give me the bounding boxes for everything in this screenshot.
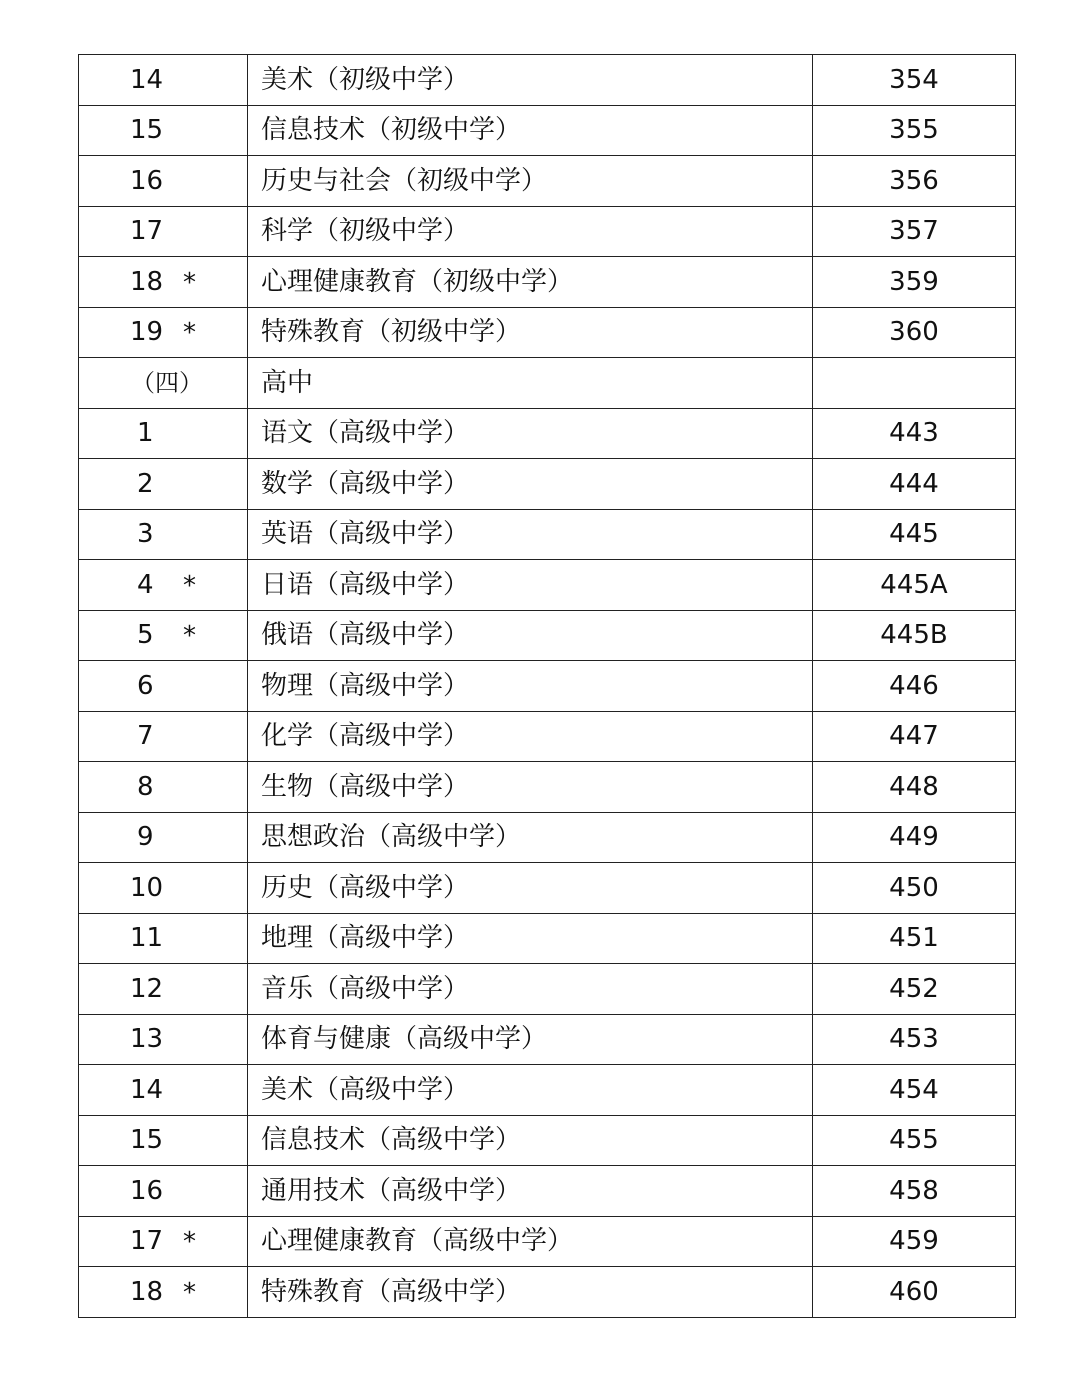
- subject-name: 物理（高级中学）: [248, 661, 813, 712]
- subject-name: 化学（高级中学）: [248, 711, 813, 762]
- section-title: 高中: [248, 358, 813, 409]
- subject-code: 454: [813, 1065, 1016, 1116]
- subject-code: 445A: [813, 560, 1016, 611]
- table-row: [79, 913, 1016, 964]
- row-number: 19: [130, 317, 164, 348]
- subject-name: 特殊教育（高级中学）: [248, 1267, 813, 1318]
- row-number-cell: [79, 257, 248, 308]
- subject-name: 思想政治（高级中学）: [248, 812, 813, 863]
- row-number-cell: [79, 1115, 248, 1166]
- row-number: 5: [137, 620, 154, 651]
- table-row: [79, 1267, 1016, 1318]
- table-row: [79, 206, 1016, 257]
- subject-name: 美术（初级中学）: [248, 55, 813, 106]
- table-row: [79, 610, 1016, 661]
- subject-name: 日语（高级中学）: [248, 560, 813, 611]
- row-number: 18: [130, 1276, 164, 1307]
- row-number: 7: [137, 721, 154, 752]
- subject-name: 科学（初级中学）: [248, 206, 813, 257]
- subject-name: 生物（高级中学）: [248, 762, 813, 813]
- subject-code: 360: [813, 307, 1016, 358]
- subject-name: 信息技术（初级中学）: [248, 105, 813, 156]
- row-number-cell: [79, 1216, 248, 1267]
- table-row: [79, 509, 1016, 560]
- subject-name: 音乐（高级中学）: [248, 964, 813, 1015]
- row-number: 6: [137, 670, 154, 701]
- subject-code: 354: [813, 55, 1016, 106]
- optional-marker: *: [183, 621, 196, 652]
- row-number-cell: [79, 206, 248, 257]
- row-number: 17: [130, 216, 164, 247]
- row-number: 15: [130, 115, 164, 146]
- subject-name: 通用技术（高级中学）: [248, 1166, 813, 1217]
- row-number: 4: [137, 569, 154, 600]
- row-number-cell: [79, 661, 248, 712]
- subject-code-table-page: [78, 54, 1015, 1318]
- row-number-cell: [79, 358, 248, 409]
- table-row: [79, 964, 1016, 1015]
- table-row: [79, 307, 1016, 358]
- table-row: [79, 156, 1016, 207]
- subject-code: 445B: [813, 610, 1016, 661]
- section-header-row: [79, 358, 1016, 409]
- optional-marker: *: [183, 267, 196, 298]
- subject-code: 459: [813, 1216, 1016, 1267]
- subject-code: 443: [813, 408, 1016, 459]
- subject-code: 460: [813, 1267, 1016, 1318]
- table-row: [79, 1216, 1016, 1267]
- row-number: 14: [130, 64, 164, 95]
- subject-code-table: [78, 54, 1016, 1318]
- table-row: [79, 459, 1016, 510]
- table-row: [79, 863, 1016, 914]
- row-number-cell: [79, 610, 248, 661]
- row-number: 15: [130, 1125, 164, 1156]
- subject-code: 356: [813, 156, 1016, 207]
- table-row: [79, 762, 1016, 813]
- row-number: 17: [130, 1226, 164, 1257]
- optional-marker: *: [183, 1227, 196, 1258]
- subject-code: 359: [813, 257, 1016, 308]
- row-number: 8: [137, 771, 154, 802]
- optional-marker: *: [183, 1277, 196, 1308]
- subject-name: 信息技术（高级中学）: [248, 1115, 813, 1166]
- row-number-cell: [79, 711, 248, 762]
- subject-code: 446: [813, 661, 1016, 712]
- subject-code: 452: [813, 964, 1016, 1015]
- row-number-cell: [79, 812, 248, 863]
- table-row: [79, 105, 1016, 156]
- row-number-cell: [79, 55, 248, 106]
- row-number-cell: [79, 964, 248, 1015]
- subject-code: 453: [813, 1014, 1016, 1065]
- row-number: 13: [130, 1024, 164, 1055]
- row-number: 1: [137, 418, 154, 449]
- row-number-cell: [79, 913, 248, 964]
- row-number: 10: [130, 872, 164, 903]
- row-number-cell: [79, 560, 248, 611]
- subject-code: 447: [813, 711, 1016, 762]
- row-number: 16: [130, 165, 164, 196]
- subject-code: 355: [813, 105, 1016, 156]
- row-number: 18: [130, 266, 164, 297]
- subject-name: 历史（高级中学）: [248, 863, 813, 914]
- row-number-cell: [79, 156, 248, 207]
- table-row: [79, 408, 1016, 459]
- subject-name: 俄语（高级中学）: [248, 610, 813, 661]
- table-row: [79, 1014, 1016, 1065]
- row-number-cell: [79, 509, 248, 560]
- row-number: 12: [130, 973, 164, 1004]
- subject-code: 448: [813, 762, 1016, 813]
- section-number: （四）: [131, 368, 203, 397]
- table-row: [79, 560, 1016, 611]
- subject-name: 数学（高级中学）: [248, 459, 813, 510]
- subject-code: 450: [813, 863, 1016, 914]
- row-number-cell: [79, 762, 248, 813]
- table-row: [79, 812, 1016, 863]
- subject-name: 语文（高级中学）: [248, 408, 813, 459]
- table-body: [79, 55, 1016, 1318]
- subject-name: 心理健康教育（高级中学）: [248, 1216, 813, 1267]
- row-number: 11: [130, 923, 164, 954]
- subject-code: 445: [813, 509, 1016, 560]
- table-row: [79, 1065, 1016, 1116]
- subject-name: 英语（高级中学）: [248, 509, 813, 560]
- table-row: [79, 55, 1016, 106]
- row-number-cell: [79, 863, 248, 914]
- optional-marker: *: [183, 570, 196, 601]
- subject-code: 449: [813, 812, 1016, 863]
- subject-name: 特殊教育（初级中学）: [248, 307, 813, 358]
- subject-name: 美术（高级中学）: [248, 1065, 813, 1116]
- row-number: 3: [137, 519, 154, 550]
- row-number: 14: [130, 1074, 164, 1105]
- row-number-cell: [79, 408, 248, 459]
- subject-code: 455: [813, 1115, 1016, 1166]
- subject-name: 地理（高级中学）: [248, 913, 813, 964]
- row-number: 9: [137, 822, 154, 853]
- subject-name: 体育与健康（高级中学）: [248, 1014, 813, 1065]
- subject-name: 心理健康教育（初级中学）: [248, 257, 813, 308]
- subject-code: 458: [813, 1166, 1016, 1217]
- row-number: 2: [137, 468, 154, 499]
- subject-code: [813, 358, 1016, 409]
- optional-marker: *: [183, 318, 196, 349]
- subject-code: 444: [813, 459, 1016, 510]
- subject-code: 357: [813, 206, 1016, 257]
- row-number-cell: [79, 307, 248, 358]
- row-number-cell: [79, 1065, 248, 1116]
- subject-name: 历史与社会（初级中学）: [248, 156, 813, 207]
- table-row: [79, 661, 1016, 712]
- row-number-cell: [79, 1267, 248, 1318]
- table-row: [79, 257, 1016, 308]
- row-number-cell: [79, 459, 248, 510]
- row-number-cell: [79, 1166, 248, 1217]
- table-row: [79, 1166, 1016, 1217]
- subject-code: 451: [813, 913, 1016, 964]
- table-row: [79, 1115, 1016, 1166]
- row-number: 16: [130, 1175, 164, 1206]
- row-number-cell: [79, 105, 248, 156]
- row-number-cell: [79, 1014, 248, 1065]
- table-row: [79, 711, 1016, 762]
